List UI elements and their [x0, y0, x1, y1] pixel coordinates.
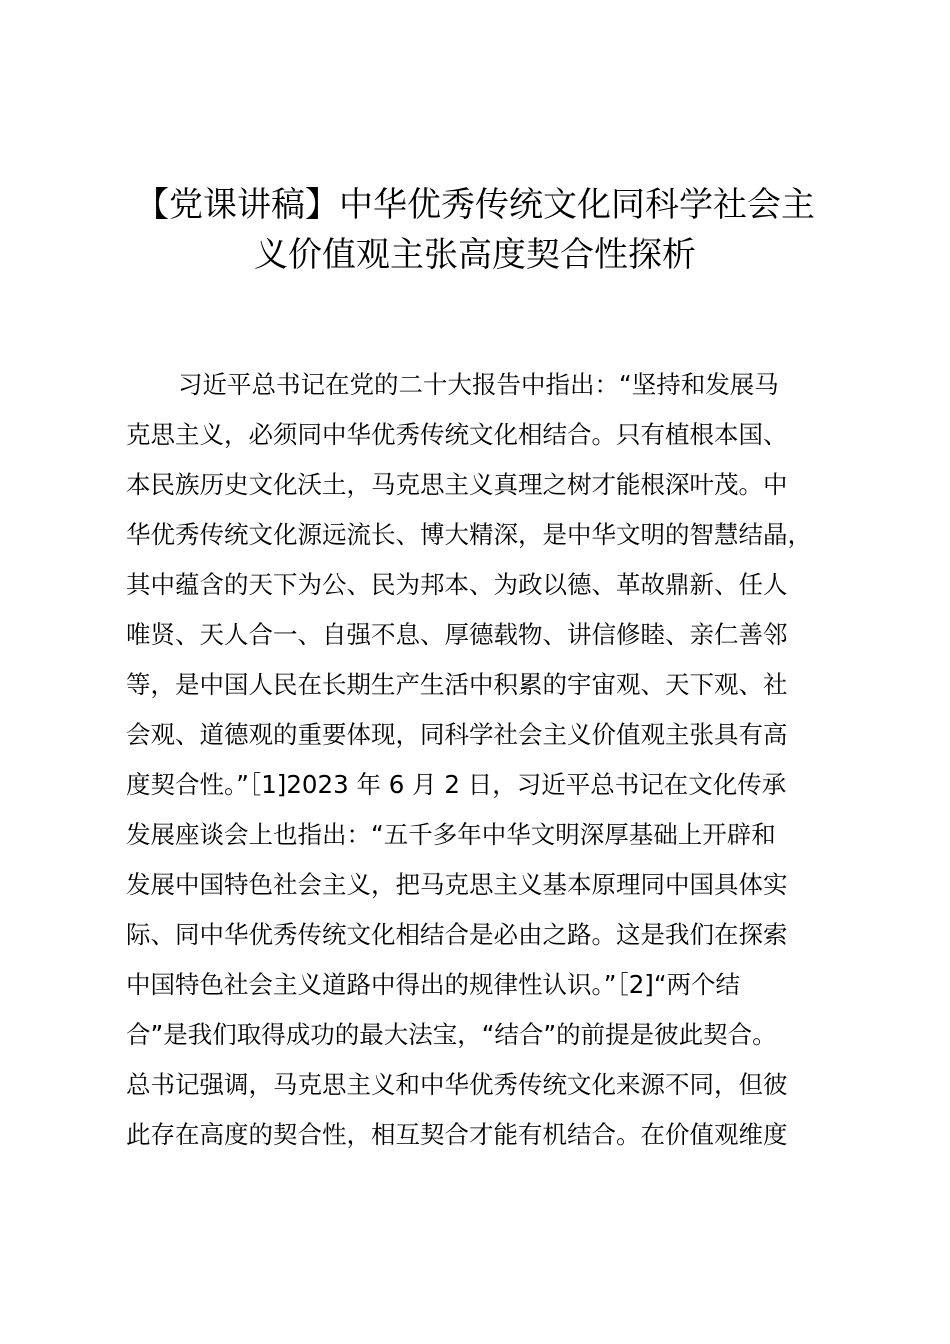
- document-title: [100, 180, 850, 280]
- paragraph-line: 会观、道德观的重要体现，同科学社会主义价值观主张具有高: [126, 720, 788, 749]
- paragraph-line: 发展座谈会上也指出：“五千多年中华文明深厚基础上开辟和: [126, 820, 776, 849]
- paragraph-line: 本民族历史文化沃土，马克思主义真理之树才能根深叶茂。中: [126, 470, 788, 499]
- paragraph-line: 此存在高度的契合性，相互契合才能有机结合。在价值观维度: [126, 1120, 788, 1149]
- paragraph-line: 唯贤、天人合一、自强不息、厚德载物、讲信修睦、亲仁善邻: [126, 620, 788, 649]
- paragraph-line: 合”是我们取得成功的最大法宝，“结合”的前提是彼此契合。: [126, 1020, 777, 1049]
- paragraph-line: 等，是中国人民在长期生产生活中积累的宇宙观、天下观、社: [126, 670, 788, 699]
- paragraph-line: 度契合性。”［1]2023 年 6 月 2 日，习近平总书记在文化传承: [126, 770, 787, 799]
- paragraph-line: 其中蕴含的天下为公、民为邦本、为政以德、革故鼎新、任人: [126, 570, 788, 599]
- paragraph-line: 总书记强调，马克思主义和中华优秀传统文化来源不同，但彼: [126, 1070, 788, 1099]
- paragraph-line: 发展中国特色社会主义，把马克思主义基本原理同中国具体实: [126, 870, 788, 899]
- paragraph-line: 克思主义，必须同中华优秀传统文化相结合。只有植根本国、: [126, 420, 788, 449]
- title-line: 【党课讲稿】中华优秀传统文化同科学社会主: [135, 185, 815, 225]
- paragraph-line: 习近平总书记在党的二十大报告中指出：“坚持和发展马: [178, 370, 779, 399]
- title-line: 义价值观主张高度契合性探析: [254, 235, 696, 275]
- paragraph-line: 际、同中华优秀传统文化相结合是必由之路。这是我们在探索: [126, 920, 788, 949]
- document-body: [126, 360, 846, 1160]
- paragraph-line: 中国特色社会主义道路中得出的规律性认识。”［2]“两个结: [126, 970, 741, 999]
- paragraph-line: 华优秀传统文化源远流长、博大精深，是中华文明的智慧结晶，: [126, 520, 812, 549]
